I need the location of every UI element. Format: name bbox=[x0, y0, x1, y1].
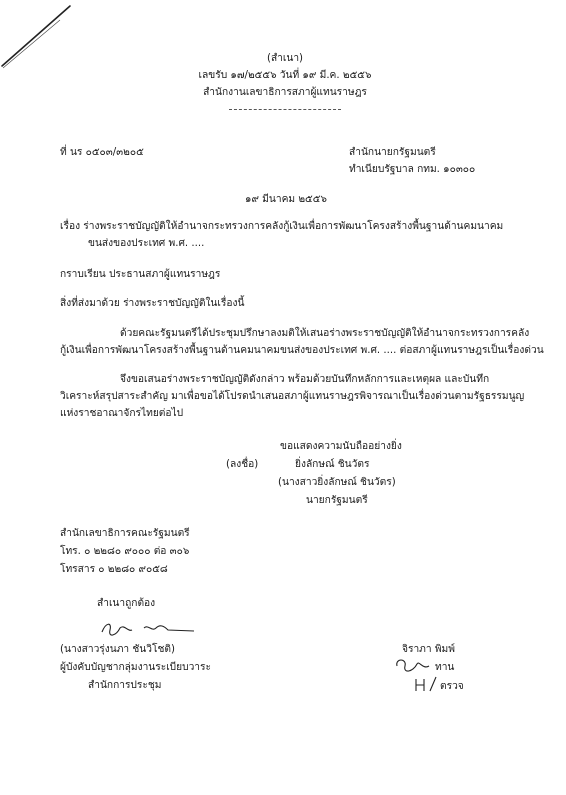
typed-suffix: ทาน bbox=[435, 662, 455, 673]
sender-address: ทำเนียบรัฐบาล กทม. ๑๐๓๐๐ bbox=[349, 164, 476, 175]
doc-number: ที่ นร ๐๕๐๓/๓๒๐๕ bbox=[60, 147, 144, 158]
certifier-role: ผู้บังคับบัญชากลุ่มงานระเบียบวาระ bbox=[60, 662, 211, 673]
received-line: เลขรับ ๑๗/๒๕๕๖ วันที่ ๑๙ มี.ค. ๒๕๕๖ bbox=[198, 70, 372, 81]
subject-line-1: เรื่อง ร่างพระราชบัญญัติให้อำนาจกระทรวงการคลังกู้เงินเพื่อการพัฒนาโครงสร้างพื้นฐานด้านคมนาคม bbox=[60, 221, 504, 232]
copy-mark: (สำเนา) bbox=[266, 53, 304, 64]
paragraph-1-line-2: กู้เงินเพื่อการพัฒนาโครงสร้างพื้นฐานด้านคมนาคมขนส่งของประเทศ พ.ศ. .... ต่อสภาผู้แทนราษฎรเป็นเรื่องด่วน bbox=[60, 345, 544, 356]
checker-initials bbox=[412, 675, 440, 695]
paragraph-2-line-3: แห่งราชอาณาจักรไทยต่อไป bbox=[60, 408, 184, 419]
paragraph-2-line-1: จึงขอเสนอร่างพระราชบัญญัติดังกล่าว พร้อมด้วยบันทึกหลักการและเหตุผล และบันทึก bbox=[120, 374, 490, 385]
contact-fax: โทรสาร ๐ ๒๒๘๐ ๙๐๕๘ bbox=[60, 564, 168, 575]
enclosure: สิ่งที่ส่งมาด้วย ร่างพระราชบัญญัติในเรื่องนี้ bbox=[60, 298, 245, 309]
subject-line-2: ขนส่งของประเทศ พ.ศ. .... bbox=[88, 238, 205, 249]
receiving-office: สำนักงานเลขาธิการสภาผู้แทนราษฎร bbox=[203, 87, 367, 98]
signer-title: นายกรัฐมนตรี bbox=[306, 495, 368, 506]
salutation: กราบเรียน ประธานสภาผู้แทนราษฎร bbox=[60, 269, 221, 280]
certifier-unit: สำนักการประชุม bbox=[88, 680, 162, 691]
signer-name: ยิ่งลักษณ์ ชินวัตร bbox=[295, 459, 370, 470]
paragraph-2-line-2: วิเคราะห์สรุปสาระสำคัญ มาเพื่อขอได้โปรดนำเสนอสภาผู้แทนราษฎรพิจารณาเป็นเรื่องด่วนตามรัฐธรรมนูญ bbox=[60, 391, 525, 402]
letter-date: ๑๙ มีนาคม ๒๕๕๖ bbox=[245, 194, 327, 205]
closing-regards: ขอแสดงความนับถืออย่างยิ่ง bbox=[280, 441, 402, 452]
contact-office: สำนักเลขาธิการคณะรัฐมนตรี bbox=[60, 528, 190, 539]
signed-label: (ลงชื่อ) bbox=[226, 459, 259, 470]
typist-name: จิราภา พิมพ์ bbox=[402, 644, 455, 655]
certifier-signature bbox=[98, 618, 198, 640]
header-divider bbox=[229, 109, 341, 110]
certifier-name: (นางสาวรุ่งนภา ชันวิโชติ) bbox=[60, 644, 175, 655]
sender-office: สำนักนายกรัฐมนตรี bbox=[349, 147, 436, 158]
proofreader-initials bbox=[393, 656, 433, 676]
pen-stroke-mark bbox=[0, 0, 80, 80]
contact-phone: โทร. ๐ ๒๒๘๐ ๙๐๐๐ ต่อ ๓๐๖ bbox=[60, 546, 190, 557]
checked-suffix: ตรวจ bbox=[440, 681, 464, 692]
paragraph-1-line-1: ด้วยคณะรัฐมนตรีได้ประชุมปรึกษาลงมติให้เสนอร่างพระราชบัญญัติให้อำนาจกระทรวงการคลัง bbox=[120, 328, 530, 339]
certified-true-copy: สำเนาถูกต้อง bbox=[97, 598, 156, 609]
signer-full-name: (นางสาวยิ่งลักษณ์ ชินวัตร) bbox=[278, 477, 396, 488]
